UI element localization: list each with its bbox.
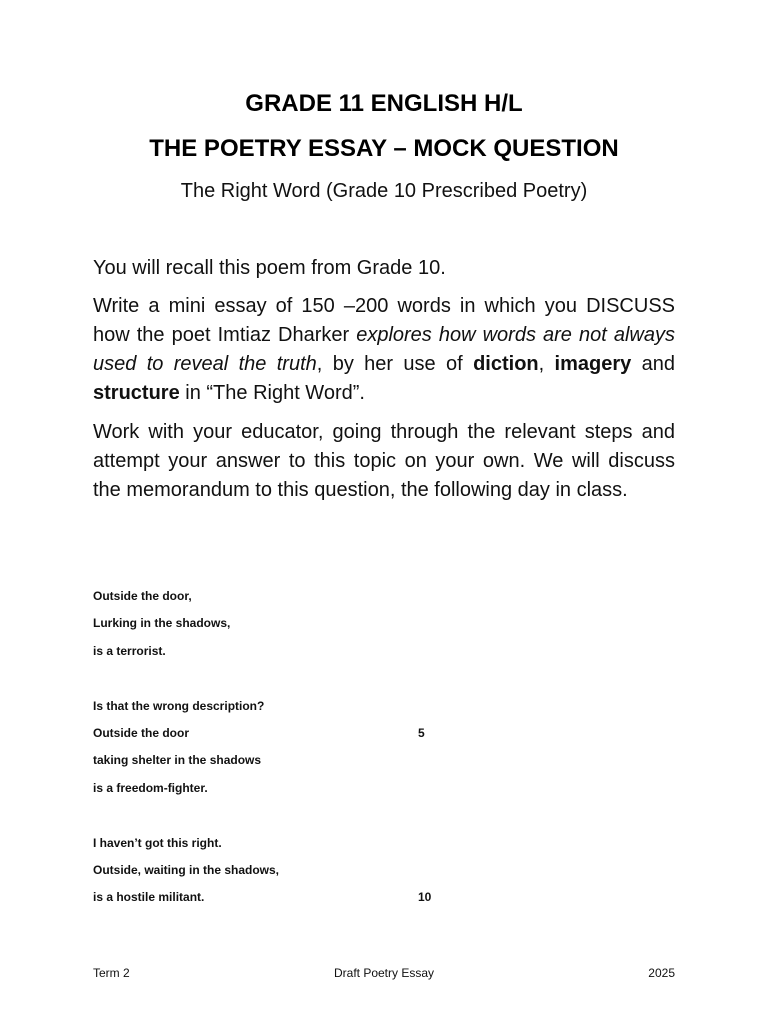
poem-line: is a hostile militant. 10 <box>93 887 493 914</box>
line-number-5: 5 <box>418 725 425 740</box>
poem-line: is a terrorist. <box>93 643 166 658</box>
p2-bold-diction: diction <box>473 353 539 375</box>
instruction-paragraph-3: Work with your educator, going through the relevant steps and attempt your answer to this topic on your own. We will discuss the memorandum to this question, the following day in class. <box>93 421 675 501</box>
stanza-break <box>93 668 493 695</box>
page-footer <box>93 964 675 982</box>
instruction-paragraph-2 <box>93 292 675 408</box>
footer-document-name: Draft Poetry Essay <box>333 966 435 980</box>
poem-line: I haven’t got this right. <box>93 835 222 850</box>
stanza-break <box>93 805 493 832</box>
p2-text: , <box>538 353 555 375</box>
poem-reference: The Right Word (Grade 10 Prescribed Poetry) <box>180 180 588 202</box>
p2-bold-imagery: imagery <box>554 353 632 375</box>
document-subtitle-heading: THE POETRY ESSAY – MOCK QUESTION <box>149 135 619 162</box>
p2-text: in “The Right Word”. <box>179 382 365 404</box>
document-title: GRADE 11 ENGLISH H/L <box>245 90 523 117</box>
p2-text: Write a mini essay of 150 –200 words in which you DISCUSS how the poet Imtiaz Dharker <box>93 295 675 346</box>
poem-line: Outside the door 5 <box>93 723 493 750</box>
poem <box>93 586 493 915</box>
line-number-10: 10 <box>418 890 432 905</box>
poem-line: Is that the wrong description? <box>93 698 265 713</box>
poem-line: Lurking in the shadows, <box>93 616 231 631</box>
footer-term: Term 2 <box>93 966 130 980</box>
poem-line: is a freedom-fighter. <box>93 780 208 795</box>
p2-text: and <box>631 353 675 375</box>
p2-italic-text: explores how words are not always used to reveal the truth <box>93 324 675 375</box>
poem-line: Outside the door, <box>93 589 192 603</box>
p2-bold-structure: structure <box>93 382 180 404</box>
poem-line: taking shelter in the shadows <box>93 753 262 768</box>
instruction-paragraph-1: You will recall this poem from Grade 10. <box>93 257 446 279</box>
poem-line: Outside, waiting in the shadows, <box>93 862 280 877</box>
footer-year: 2025 <box>648 966 675 980</box>
p2-text: , by her use of <box>316 353 474 375</box>
